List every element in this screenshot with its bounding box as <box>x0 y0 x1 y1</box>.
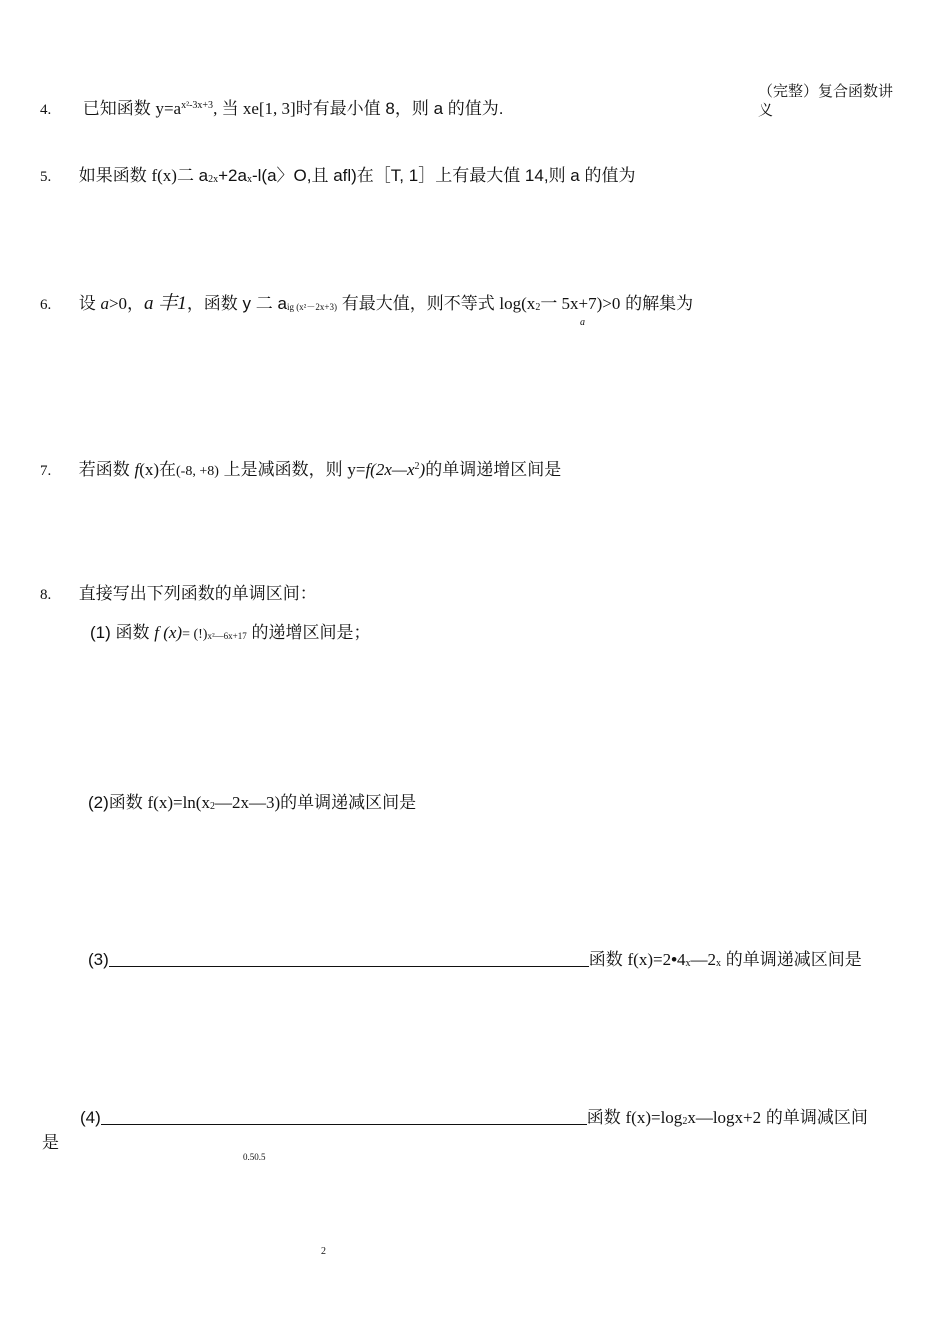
exponent: 2 <box>414 461 420 472</box>
function-arg: (x) <box>139 460 160 479</box>
separator: , 当 <box>213 99 243 118</box>
exponent: x <box>246 174 252 185</box>
variable-a: a <box>100 294 109 313</box>
answer-blank[interactable] <box>101 1108 587 1125</box>
function-expression: —2 <box>690 950 717 969</box>
question-number: 7. <box>40 463 52 479</box>
sub-question-label: (4) <box>80 1108 101 1127</box>
question-text: 上是减函数，则 <box>218 460 348 479</box>
function-expression: f(2x—x <box>365 460 415 479</box>
sub-question-label: (2)函数 <box>88 793 148 812</box>
question-text: 函数 <box>586 1108 626 1127</box>
exponent: 2x <box>208 174 219 185</box>
question-text: -l(a〉O,且 afl)在［T, 1］上有最大值 14,则 a 的值为 <box>251 166 636 185</box>
question-4 <box>40 95 504 121</box>
question-text: 若函数 <box>78 460 135 479</box>
question-text: 的单调递减区间是 <box>280 793 417 812</box>
exponent: x²-3x+3 <box>181 100 214 111</box>
exponent: x <box>685 958 691 969</box>
interval: (-8, +8) <box>176 464 219 479</box>
function-expression: y= <box>347 460 366 479</box>
log-expression: 一 5x+7)>0 <box>540 294 621 313</box>
sub-question-2 <box>88 792 416 818</box>
subscript: 2 <box>682 1116 688 1127</box>
question-text: 在 <box>159 460 177 479</box>
function-expression: f(x)=ln(x <box>147 793 210 812</box>
bullet-operator: • <box>671 950 678 969</box>
function-expression: y=a <box>155 99 182 118</box>
question-8 <box>40 583 317 606</box>
question-text: ，函数 y 二 a <box>186 294 287 313</box>
function-expression: f(x)=log <box>625 1108 683 1127</box>
question-text: 的递增区间是； <box>246 623 371 642</box>
question-number: 5. <box>40 169 52 185</box>
domain-interval: xe[1, 3] <box>242 99 296 118</box>
sub-question-4 <box>80 1107 868 1133</box>
answer-blank[interactable] <box>109 950 589 967</box>
document-header: （完整）复合函数讲义 <box>758 83 894 119</box>
question-text: 函数 <box>588 950 628 969</box>
sub-question-label: (1) 函数 <box>90 623 155 642</box>
function-expression: = (!) <box>182 627 208 642</box>
question-text: 的单调减区间 <box>761 1108 868 1127</box>
condition: a 丰1 <box>144 293 187 314</box>
question-text: 直接写出下列函数的单调区间： <box>78 584 317 603</box>
condition: >0， <box>108 294 145 313</box>
question-6 <box>40 293 693 319</box>
log-base: a <box>580 317 585 328</box>
question-text: 时有最小值 8，则 a 的值为. <box>295 99 504 118</box>
function-expression: f(x) <box>151 166 177 185</box>
log-expression: log(x <box>499 294 536 313</box>
question-number: 4. <box>40 102 52 118</box>
sub-question-3 <box>88 949 862 975</box>
function-expression: 4 <box>677 950 686 969</box>
function-expression: —2x—3) <box>214 793 281 812</box>
question-5 <box>40 165 635 191</box>
question-text: 已知函数 <box>82 99 156 118</box>
question-text: 如果函数 <box>78 166 152 185</box>
function-expression: f (x) <box>154 623 183 642</box>
question-number: 8. <box>40 587 52 603</box>
exponent: x <box>716 958 722 969</box>
question-7 <box>40 456 561 483</box>
equals-sign: 二 a <box>176 166 209 185</box>
question-text: 的解集为 <box>620 294 694 313</box>
function-expression: f(x)=2 <box>627 950 672 969</box>
question-text: 设 <box>78 294 101 313</box>
question-number: 6. <box>40 297 52 313</box>
page-number: 2 <box>321 1246 326 1257</box>
function-expression: ) <box>419 460 426 479</box>
question-text: 的单调递增区间是 <box>425 460 562 479</box>
sub-question-label: (3) <box>88 950 109 969</box>
term: +2a <box>218 166 247 185</box>
sub-question-1 <box>90 622 370 647</box>
function-name: f <box>134 460 140 479</box>
wrapped-text: 是 <box>42 1133 59 1152</box>
function-expression: x—logx+2 <box>687 1108 762 1127</box>
exponent: ig (x²－2x+3) <box>286 302 337 312</box>
question-text: 的单调递减区间是 <box>721 950 862 969</box>
subscript: 2 <box>209 801 215 812</box>
exponent: x²—6x+17 <box>207 631 247 641</box>
log-bases: 0.50.5 <box>243 1152 266 1162</box>
question-text: 有最大值，则不等式 <box>336 294 500 313</box>
subscript: 2 <box>535 302 541 313</box>
